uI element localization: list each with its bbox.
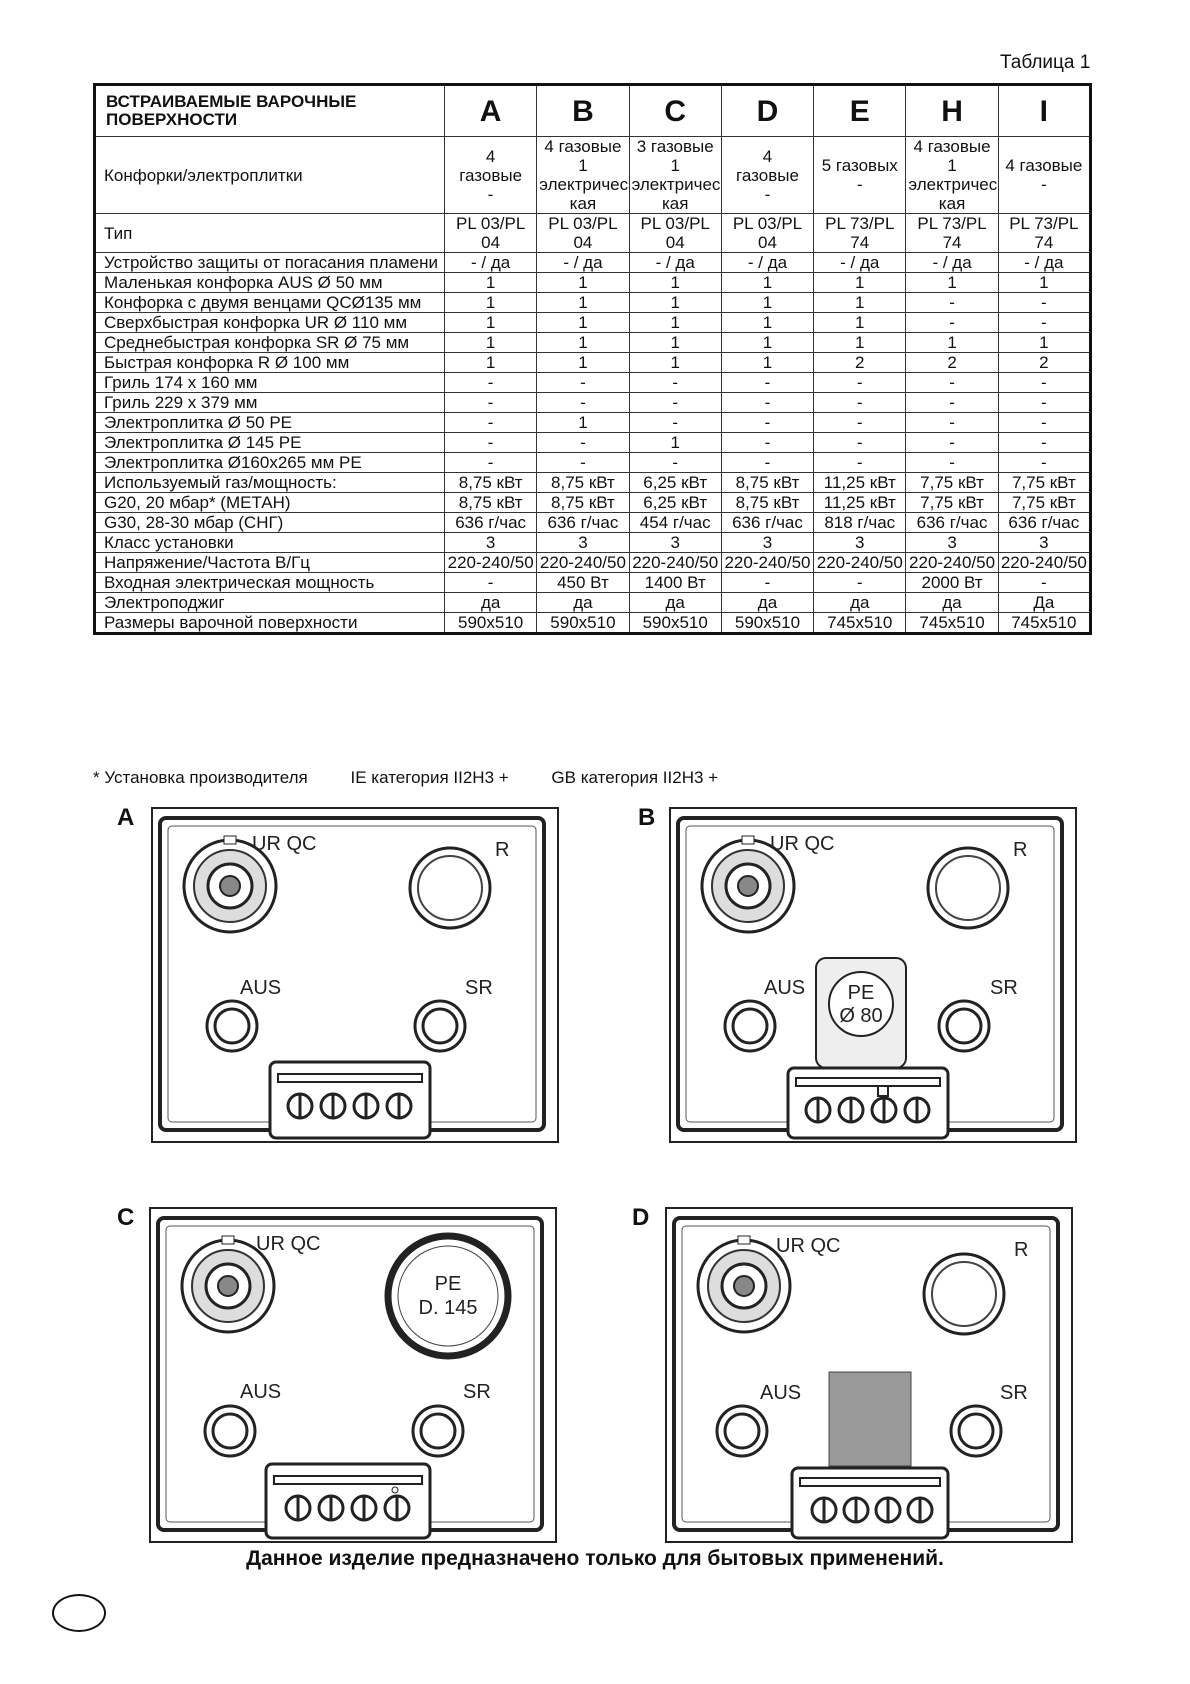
table-cell: 8,75 кВт [721, 473, 813, 493]
table-cell: 1 [445, 293, 537, 313]
table-cell: 2 [814, 353, 906, 373]
row-label: Электроподжиг [95, 593, 445, 613]
table-cell: - [537, 433, 629, 453]
row-label: Электроплитка Ø 145 PE [95, 433, 445, 453]
table-cell: - [998, 313, 1090, 333]
indicator-light-icon [878, 1086, 888, 1096]
burner-r [924, 1254, 1004, 1334]
column-header: A [445, 85, 537, 137]
table-cell: 4 газовые 1 электричес кая [537, 137, 629, 214]
diagram-letter-b: B [638, 804, 656, 831]
table-cell: 11,25 кВт [814, 493, 906, 513]
table-row [95, 433, 1091, 453]
label-pe-size: D. 145 [418, 1297, 478, 1319]
table-cell: 220-240/50 [445, 553, 537, 573]
table-cell: 1 [445, 313, 537, 333]
table-cell: 636 г/час [906, 513, 998, 533]
row-label: Класс установки [95, 533, 445, 553]
burner-sr [939, 1001, 989, 1051]
table-cell: 220-240/50 [814, 553, 906, 573]
table-cell: - [721, 453, 813, 473]
label-sr: SR [990, 977, 1018, 999]
table-cell: 450 Вт [537, 573, 629, 593]
table-cell: 1 [721, 273, 813, 293]
table-cell: да [721, 593, 813, 613]
column-header: C [629, 85, 721, 137]
table-cell: 7,75 кВт [998, 473, 1090, 493]
column-header: H [906, 85, 998, 137]
row-label: Размеры варочной поверхности [95, 613, 445, 634]
table-cell: - [721, 573, 813, 593]
row-label: Электроплитка Ø160x265 мм PE [95, 453, 445, 473]
row-label: G20, 20 мбар* (МЕТАН) [95, 493, 445, 513]
table-cell: 1 [629, 433, 721, 453]
burner-r [928, 848, 1008, 928]
table-cell: - [906, 433, 998, 453]
footnote-ie: IE категория II2H3 + [350, 768, 509, 787]
footer-note: Данное изделие предназначено только для бытовых применений. [246, 1547, 944, 1570]
table-cell: - [445, 453, 537, 473]
diagram-letter-c: C [117, 1204, 135, 1231]
row-label: Конфорка с двумя венцами QCØ135 мм [95, 293, 445, 313]
control-knob [839, 1098, 863, 1122]
table-cell: 3 газовые 1 электричес кая [629, 137, 721, 214]
table-cell: - [906, 413, 998, 433]
label-ur-qc: UR QC [770, 833, 835, 855]
label-ur-qc: UR QC [252, 833, 317, 855]
table-cell: - [445, 433, 537, 453]
label-aus: AUS [240, 1381, 282, 1403]
table-cell: 3 [629, 533, 721, 553]
table-cell: 7,75 кВт [906, 473, 998, 493]
table-cell: 8,75 кВт [537, 473, 629, 493]
table-cell: Да [998, 593, 1090, 613]
table-row [95, 573, 1091, 593]
table-row [95, 373, 1091, 393]
table-cell: 1 [721, 293, 813, 313]
table-cell: - / да [445, 253, 537, 273]
hob-diagram-c [148, 1206, 558, 1544]
table-cell: 1 [721, 333, 813, 353]
table-cell: - [721, 433, 813, 453]
table-cell: 7,75 кВт [998, 493, 1090, 513]
control-knob [288, 1094, 312, 1118]
table-cell: 4 газовые 1 электричес кая [906, 137, 998, 214]
table-cell: 1 [721, 353, 813, 373]
table-cell: 1 [906, 333, 998, 353]
table-cell: - [998, 293, 1090, 313]
label-sr: SR [463, 1381, 491, 1403]
table-cell: 220-240/50 [629, 553, 721, 573]
table-cell: да [906, 593, 998, 613]
table-cell: 1 [998, 273, 1090, 293]
table-cell: PL 73/PL 74 [814, 214, 906, 253]
table-cell: 1 [537, 413, 629, 433]
hob-diagram-a [150, 806, 560, 1144]
table-cell: - / да [629, 253, 721, 273]
table-cell: 2000 Вт [906, 573, 998, 593]
table-cell: 3 [906, 533, 998, 553]
table-cell: - [445, 573, 537, 593]
table-cell: 590x510 [537, 613, 629, 634]
table-cell: 636 г/час [721, 513, 813, 533]
table-cell: - [814, 373, 906, 393]
row-label: Маленькая конфорка AUS Ø 50 мм [95, 273, 445, 293]
table-cell: - [721, 413, 813, 433]
table-cell: - [721, 393, 813, 413]
table-cell: - [998, 433, 1090, 453]
table-cell: 818 г/час [814, 513, 906, 533]
table-cell: - [906, 393, 998, 413]
table-cell: - [629, 413, 721, 433]
table-cell: - [998, 393, 1090, 413]
table-cell: 636 г/час [998, 513, 1090, 533]
table-cell: 2 [906, 353, 998, 373]
control-knob [806, 1098, 830, 1122]
row-label: Используемый газ/мощность: [95, 473, 445, 493]
indicator-light-icon [392, 1487, 398, 1493]
table-cell: 1 [537, 313, 629, 333]
control-panel [792, 1468, 948, 1538]
label-aus: AUS [760, 1382, 802, 1404]
table-cell: 4 газовые - [998, 137, 1090, 214]
table-cell: - [814, 433, 906, 453]
table-cell: да [445, 593, 537, 613]
table-cell: 4 газовые - [445, 137, 537, 214]
grill-plate [829, 1372, 911, 1466]
table-cell: 1400 Вт [629, 573, 721, 593]
table-cell: да [537, 593, 629, 613]
control-panel [788, 1068, 948, 1138]
burner-sr [413, 1406, 463, 1456]
table-cell: 5 газовых - [814, 137, 906, 214]
table-cell: - [814, 453, 906, 473]
burner-sr [951, 1406, 1001, 1456]
hob-diagram-b [668, 806, 1078, 1144]
table-row [95, 333, 1091, 353]
table-cell: 3 [721, 533, 813, 553]
table-cell: 220-240/50 [906, 553, 998, 573]
row-label: Входная электрическая мощность [95, 573, 445, 593]
burner-r [410, 848, 490, 928]
row-label: Быстрая конфорка R Ø 100 мм [95, 353, 445, 373]
table-row [95, 613, 1091, 634]
table-cell: - [906, 313, 998, 333]
table-cell: - / да [998, 253, 1090, 273]
table-cell: - [537, 393, 629, 413]
table-cell: - [721, 373, 813, 393]
control-knob [876, 1498, 900, 1522]
table-cell: - [998, 453, 1090, 473]
table-cell: - [445, 413, 537, 433]
label-r: R [495, 839, 510, 861]
table-cell: 1 [814, 293, 906, 313]
control-panel [270, 1062, 430, 1138]
burner-aus [207, 1001, 257, 1051]
label-pe-size: Ø 80 [839, 1005, 883, 1027]
table-cell: 8,75 кВт [445, 473, 537, 493]
table-row [95, 353, 1091, 373]
table-label: Таблица 1 [1000, 52, 1091, 73]
label-sr: SR [1000, 1382, 1028, 1404]
table-cell: 745x510 [906, 613, 998, 634]
control-knob [352, 1496, 376, 1520]
label-aus: AUS [764, 977, 806, 999]
table-cell: - [445, 393, 537, 413]
table-cell: 590x510 [721, 613, 813, 634]
table-cell: - [906, 453, 998, 473]
row-label: Гриль 229 х 379 мм [95, 393, 445, 413]
label-pe: PE [847, 982, 875, 1004]
table-row [95, 293, 1091, 313]
row-label: Конфорки/электроплитки [95, 137, 445, 214]
table-cell: 3 [814, 533, 906, 553]
control-panel [266, 1464, 430, 1538]
table-cell: 590x510 [629, 613, 721, 634]
table-cell: PL 73/PL 74 [998, 214, 1090, 253]
table-cell: 11,25 кВт [814, 473, 906, 493]
label-r: R [1013, 839, 1028, 861]
table-cell: 454 г/час [629, 513, 721, 533]
table-cell: - [445, 373, 537, 393]
column-header: D [721, 85, 813, 137]
table-cell: 1 [721, 313, 813, 333]
column-header: B [537, 85, 629, 137]
table-cell: - [537, 373, 629, 393]
label-sr: SR [465, 977, 493, 999]
row-label: Напряжение/Частота В/Гц [95, 553, 445, 573]
table-cell: - [906, 293, 998, 313]
table-cell: 220-240/50 [537, 553, 629, 573]
control-knob [844, 1498, 868, 1522]
column-header: E [814, 85, 906, 137]
table-cell: - [537, 453, 629, 473]
diagram-letter-d: D [632, 1204, 650, 1231]
table-cell: 2 [998, 353, 1090, 373]
table-row [95, 273, 1091, 293]
row-label: Электроплитка Ø 50 PE [95, 413, 445, 433]
row-label: Устройство защиты от погасания пламени [95, 253, 445, 273]
table-cell: 1 [445, 273, 537, 293]
table-cell: 220-240/50 [721, 553, 813, 573]
table-cell: 1 [814, 273, 906, 293]
table-cell: 1 [445, 353, 537, 373]
table-cell: - [814, 413, 906, 433]
table-cell: 8,75 кВт [721, 493, 813, 513]
table-cell: PL 03/PL 04 [537, 214, 629, 253]
table-cell: 1 [998, 333, 1090, 353]
table-cell: PL 03/PL 04 [445, 214, 537, 253]
electric-plate-pe [388, 1236, 508, 1356]
table-cell: 1 [537, 273, 629, 293]
control-knob [385, 1496, 409, 1520]
control-knob [387, 1094, 411, 1118]
table-cell: 3 [537, 533, 629, 553]
table-cell: - / да [537, 253, 629, 273]
table-cell: 3 [445, 533, 537, 553]
table-cell: 1 [629, 273, 721, 293]
table-cell: 1 [629, 313, 721, 333]
label-aus: AUS [240, 977, 282, 999]
column-header: I [998, 85, 1090, 137]
control-knob [286, 1496, 310, 1520]
table-cell: - [629, 373, 721, 393]
row-label: Гриль 174 х 160 мм [95, 373, 445, 393]
table-cell: да [629, 593, 721, 613]
table-header-row [95, 85, 1091, 137]
table-cell: 3 [998, 533, 1090, 553]
table-row [95, 137, 1091, 214]
table-cell: - [629, 453, 721, 473]
row-label: Сверхбыстрая конфорка UR Ø 110 мм [95, 313, 445, 333]
table-row [95, 214, 1091, 253]
table-cell: PL 03/PL 04 [721, 214, 813, 253]
table-cell: - [814, 393, 906, 413]
table-header-label: ВСТРАИВАЕМЫЕ ВАРОЧНЫЕ ПОВЕРХНОСТИ [95, 85, 445, 137]
table-row [95, 393, 1091, 413]
table-cell: 1 [537, 353, 629, 373]
control-knob [905, 1098, 929, 1122]
table-cell: - [998, 373, 1090, 393]
table-cell: 6,25 кВт [629, 493, 721, 513]
footnote [93, 768, 756, 788]
table-row [95, 453, 1091, 473]
hob-diagram-d [664, 1206, 1074, 1544]
table-cell: 1 [814, 333, 906, 353]
table-cell: - / да [906, 253, 998, 273]
table-cell: - [906, 373, 998, 393]
table-cell: да [814, 593, 906, 613]
table-row [95, 553, 1091, 573]
table-row [95, 313, 1091, 333]
table-cell: 1 [814, 313, 906, 333]
table-cell: 7,75 кВт [906, 493, 998, 513]
table-cell: 745x510 [814, 613, 906, 634]
row-label: Тип [95, 214, 445, 253]
control-knob [872, 1098, 896, 1122]
footnote-gb: GB категория II2H3 + [551, 768, 719, 787]
spec-table [93, 83, 1092, 635]
table-cell: - [814, 573, 906, 593]
label-ur-qc: UR QC [776, 1235, 841, 1257]
table-row [95, 493, 1091, 513]
table-cell: 590x510 [445, 613, 537, 634]
table-cell: - [998, 413, 1090, 433]
table-row [95, 513, 1091, 533]
table-cell: 1 [906, 273, 998, 293]
table-cell: 636 г/час [537, 513, 629, 533]
table-row [95, 253, 1091, 273]
table-cell: 8,75 кВт [537, 493, 629, 513]
table-row [95, 593, 1091, 613]
control-knob [812, 1498, 836, 1522]
label-ur-qc: UR QC [256, 1233, 321, 1255]
table-cell: - / да [814, 253, 906, 273]
table-cell: 1 [629, 353, 721, 373]
burner-aus [717, 1406, 767, 1456]
table-cell: PL 73/PL 74 [906, 214, 998, 253]
table-row [95, 413, 1091, 433]
control-knob [908, 1498, 932, 1522]
table-row [95, 533, 1091, 553]
table-cell: 1 [537, 333, 629, 353]
table-cell: 4 газовые - [721, 137, 813, 214]
table-cell: 1 [629, 333, 721, 353]
burner-aus [205, 1406, 255, 1456]
footnote-maker: * Установка производителя [93, 768, 308, 787]
table-cell: 1 [537, 293, 629, 313]
table-cell: - [629, 393, 721, 413]
table-row [95, 473, 1091, 493]
table-cell: - [998, 573, 1090, 593]
table-cell: 745x510 [998, 613, 1090, 634]
control-knob [319, 1496, 343, 1520]
control-knob [354, 1094, 378, 1118]
table-cell: 636 г/час [445, 513, 537, 533]
label-pe: PE [434, 1273, 462, 1295]
table-cell: 1 [629, 293, 721, 313]
table-cell: 220-240/50 [998, 553, 1090, 573]
row-label: G30, 28-30 мбар (СНГ) [95, 513, 445, 533]
control-knob [321, 1094, 345, 1118]
row-label: Среднебыстрая конфорка SR Ø 75 мм [95, 333, 445, 353]
table-cell: 1 [445, 333, 537, 353]
label-r: R [1014, 1239, 1029, 1261]
table-cell: 6,25 кВт [629, 473, 721, 493]
table-cell: 8,75 кВт [445, 493, 537, 513]
page-number-oval [52, 1594, 106, 1632]
diagram-letter-a: A [117, 804, 135, 831]
burner-sr [415, 1001, 465, 1051]
table-cell: - / да [721, 253, 813, 273]
burner-aus [725, 1001, 775, 1051]
table-cell: PL 03/PL 04 [629, 214, 721, 253]
